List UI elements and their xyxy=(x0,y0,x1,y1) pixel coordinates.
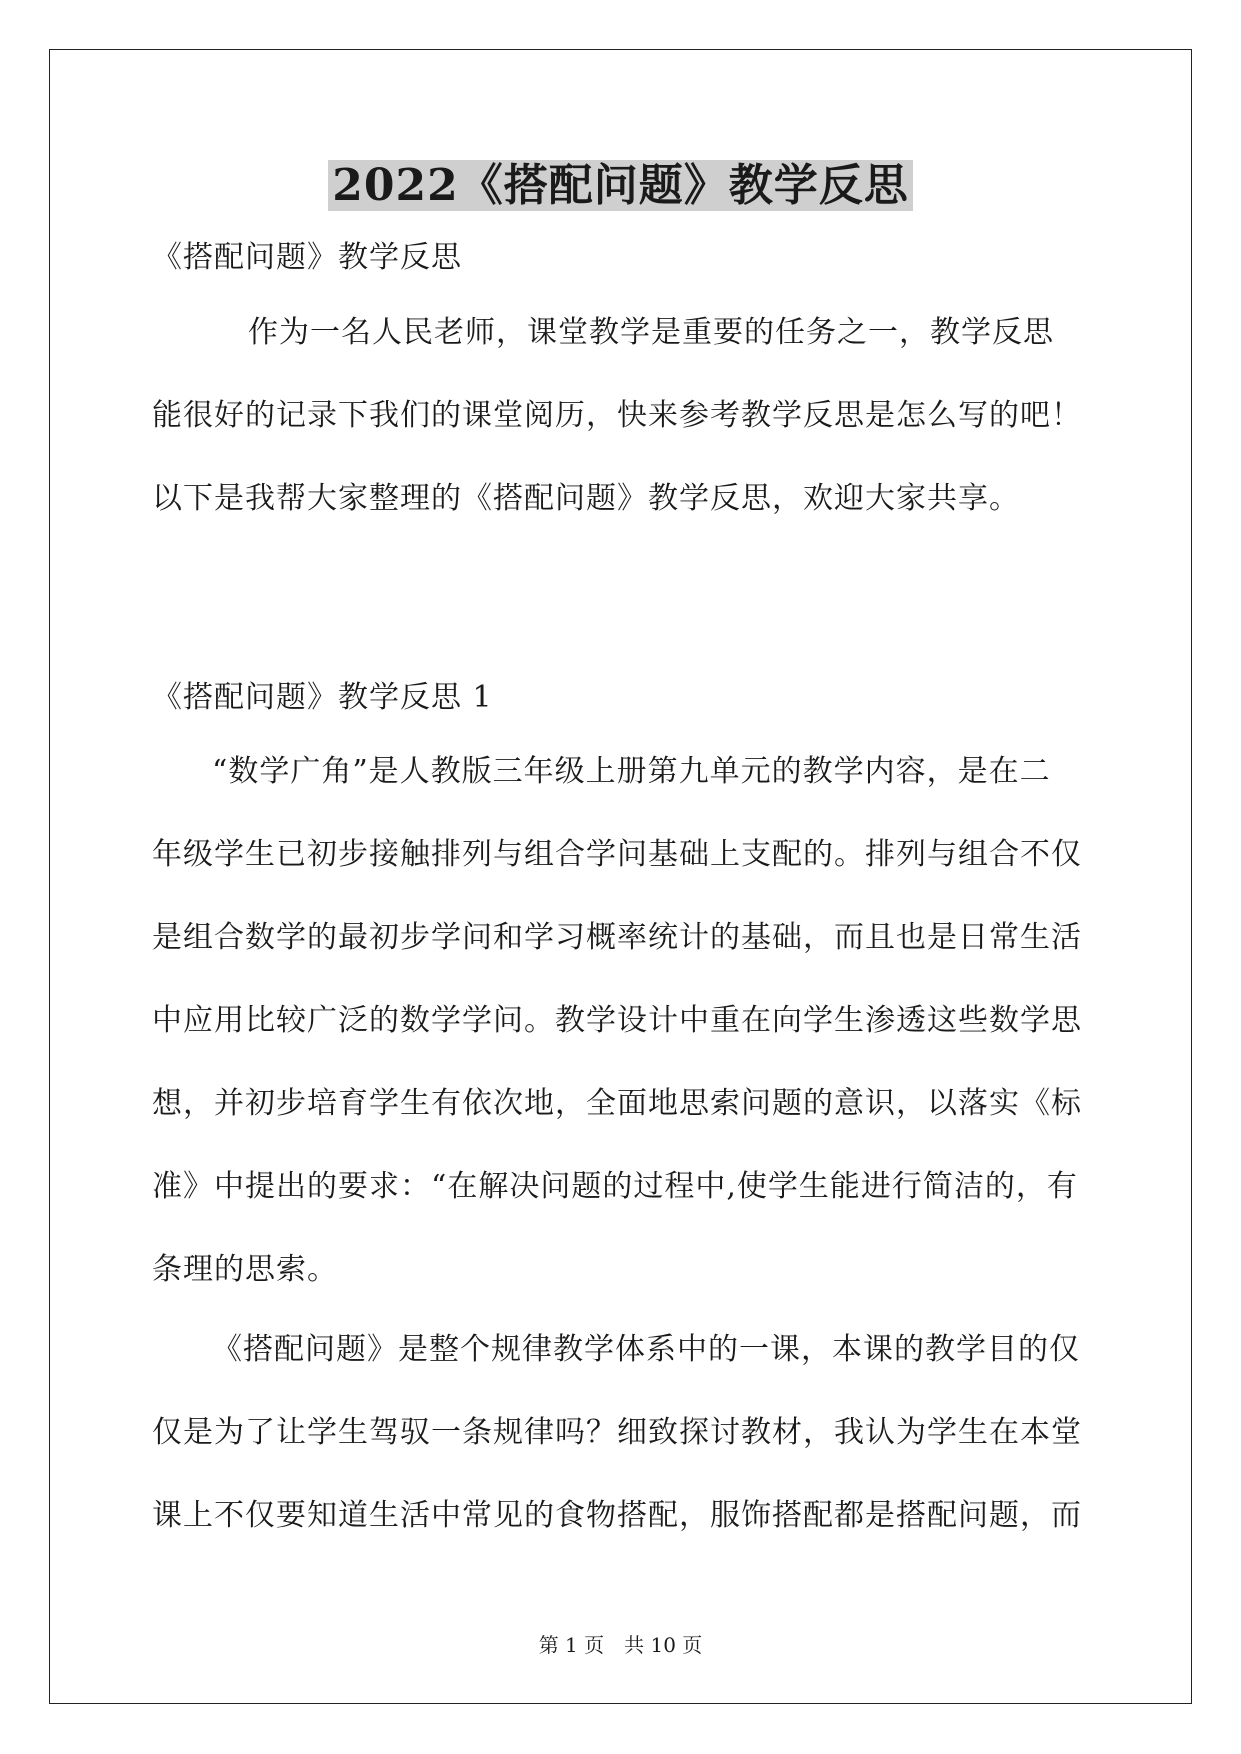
paragraph-line: 想，并初步培育学生有依次地，全面地思索问题的意识，以落实《标 xyxy=(152,1086,1082,1121)
paragraph-line: 条理的思索。 xyxy=(152,1252,338,1287)
paragraph-line: 以下是我帮大家整理的《搭配问题》教学反思，欢迎大家共享。 xyxy=(152,481,1020,516)
page-footer xyxy=(0,1632,1241,1658)
intro-paragraph xyxy=(152,313,1092,519)
intro-heading: 《搭配问题》教学反思 xyxy=(152,240,462,275)
paragraph-line: 作为一名人民老师，课堂教学是重要的任务之一，教学反思 xyxy=(248,315,1054,350)
section1-heading-block xyxy=(152,678,1092,718)
section1-paragraph-2 xyxy=(152,1330,1092,1536)
intro-heading-block xyxy=(152,238,1092,278)
paragraph-line: 中应用比较广泛的数学学问。教学设计中重在向学生渗透这些数学思 xyxy=(152,1003,1082,1038)
paragraph-line: 仅是为了让学生驾驭一条规律吗？细致探讨教材，我认为学生在本堂 xyxy=(152,1415,1082,1450)
paragraph-line: “数学广角”是人教版三年级上册第九单元的教学内容，是在二 xyxy=(212,754,1051,789)
paragraph-line: 课上不仅要知道生活中常见的食物搭配，服饰搭配都是搭配问题，而 xyxy=(152,1498,1082,1533)
page-number: 第 1 页 共 10 页 xyxy=(538,1633,703,1657)
section1-heading: 《搭配问题》教学反思 1 xyxy=(152,680,493,715)
document-title: 2022《搭配问题》教学反思 xyxy=(0,158,1241,214)
paragraph-line: 是组合数学的最初步学问和学习概率统计的基础，而且也是日常生活 xyxy=(152,920,1082,955)
paragraph-line: 准》中提出的要求：“在解决问题的过程中,使学生能进行简洁的，有 xyxy=(152,1169,1078,1204)
paragraph-line: 能很好的记录下我们的课堂阅历，快来参考教学反思是怎么写的吧！ xyxy=(152,398,1082,433)
paragraph-line: 《搭配问题》是整个规律教学体系中的一课，本课的教学目的仅 xyxy=(212,1332,1080,1367)
section1-paragraph-1 xyxy=(152,752,1092,1290)
paragraph-line: 年级学生已初步接触排列与组合学问基础上支配的。排列与组合不仅 xyxy=(152,837,1082,872)
